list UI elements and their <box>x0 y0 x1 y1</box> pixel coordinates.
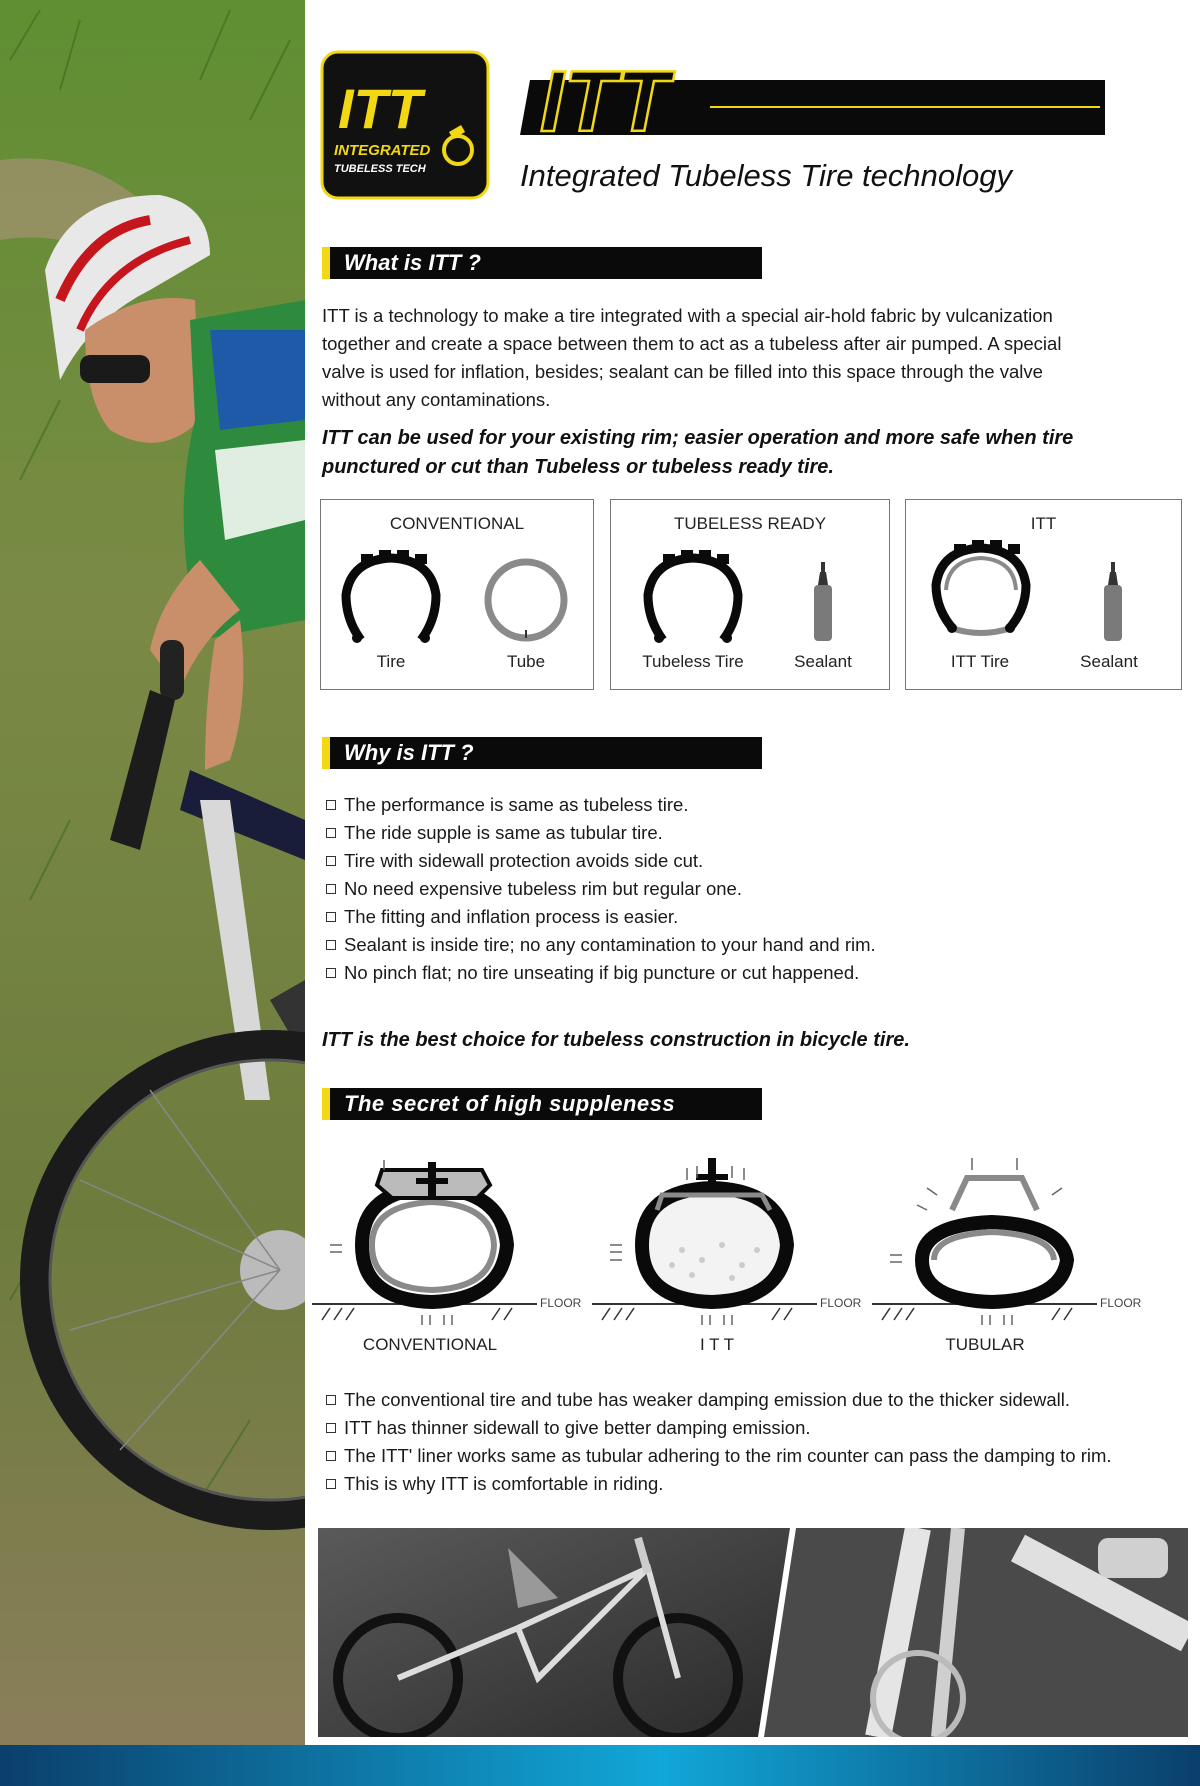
list-item: The ride supple is same as tubular tire. <box>326 819 876 847</box>
compare-tubeless-ready <box>610 499 890 690</box>
compare-itt <box>905 499 1182 690</box>
cyclist-photo <box>0 0 305 1745</box>
compare-title: ITT <box>1030 514 1057 533</box>
label-tubeless-tire: Tubeless Tire <box>642 652 744 671</box>
label-tire: Tire <box>376 652 406 671</box>
why-conclusion: ITT is the best choice for tubeless construction in bicycle tire. <box>322 1029 910 1051</box>
suppleness-diagram <box>312 1150 1192 1360</box>
what-line: without any contaminations. <box>322 389 551 410</box>
checkbox-icon <box>326 968 336 978</box>
why-heading <box>322 737 762 769</box>
checkbox-icon <box>326 1451 336 1461</box>
floor-label: FLOOR <box>820 1296 862 1310</box>
why-heading-text: Why is ITT ? <box>344 740 474 765</box>
floor-label: FLOOR <box>1100 1296 1142 1310</box>
list-item: The performance is same as tubeless tire. <box>326 791 876 819</box>
compare-title: CONVENTIONAL <box>389 514 525 533</box>
label-itt: I T T <box>699 1335 735 1354</box>
checkbox-icon <box>326 856 336 866</box>
checkbox-icon <box>326 1479 336 1489</box>
what-line: valve is used for inflation, besides; sealant can be filled into this space through the valve <box>322 361 1043 382</box>
list-item: No pinch flat; no tire unseating if big puncture or cut happened. <box>326 959 876 987</box>
checkbox-icon <box>326 940 336 950</box>
list-item: The conventional tire and tube has weaker damping emission due to the thicker sidewall. <box>326 1386 1112 1414</box>
label-conventional: CONVENTIONAL <box>362 1335 498 1354</box>
label-itt-tire: ITT Tire <box>950 652 1010 671</box>
emphasis-line: punctured or cut than Tubeless or tubeless ready tire. <box>322 456 834 478</box>
list-item: No need expensive tubeless rim but regular one. <box>326 875 876 903</box>
what-line: ITT is a technology to make a tire integrated with a special air-hold fabric by vulcanization <box>322 305 1053 326</box>
itt-logo <box>320 50 490 200</box>
checkbox-icon <box>326 828 336 838</box>
logo-line1: INTEGRATED <box>334 142 431 159</box>
checkbox-icon <box>326 800 336 810</box>
label-tube: Tube <box>506 652 546 671</box>
list-item: Tire with sidewall protection avoids side cut. <box>326 847 876 875</box>
title-banner <box>520 55 1105 140</box>
label-tubular: TUBULAR <box>945 1335 1025 1354</box>
what-heading-text: What is ITT ? <box>344 250 481 275</box>
list-item: ITT has thinner sidewall to give better damping emission. <box>326 1414 1112 1442</box>
list-item: The ITT' liner works same as tubular adhering to the rim counter can pass the damping to rim. <box>326 1442 1112 1470</box>
bike-photos <box>318 1528 1188 1737</box>
label-sealant: Sealant <box>794 652 852 671</box>
subtitle: Integrated Tubeless Tire technology <box>520 158 1012 193</box>
checkbox-icon <box>326 1423 336 1433</box>
what-body <box>322 302 1162 414</box>
list-item: Sealant is inside tire; no any contamination to your hand and rim. <box>326 931 876 959</box>
checkbox-icon <box>326 884 336 894</box>
logo-big-text: ITT <box>338 77 422 140</box>
compare-conventional <box>320 499 594 690</box>
what-emphasis <box>322 424 1182 482</box>
why-list <box>326 791 876 987</box>
main-title: ITT <box>540 55 669 140</box>
what-heading <box>322 247 762 279</box>
secret-list <box>326 1386 1112 1498</box>
what-line: together and create a space between them to act as a tubeless after air pumped. A special <box>322 333 1062 354</box>
list-item: The fitting and inflation process is easier. <box>326 903 876 931</box>
list-item: This is why ITT is comfortable in riding. <box>326 1470 1112 1498</box>
checkbox-icon <box>326 912 336 922</box>
emphasis-line: ITT can be used for your existing rim; easier operation and more safe when tire <box>322 427 1074 449</box>
logo-line2: TUBELESS TECH <box>334 163 426 175</box>
footer-bar <box>0 1745 1200 1786</box>
secret-heading-text: The secret of high suppleness <box>344 1091 676 1116</box>
checkbox-icon <box>326 1395 336 1405</box>
secret-heading <box>322 1088 762 1120</box>
floor-label: FLOOR <box>540 1296 582 1310</box>
label-sealant: Sealant <box>1080 652 1138 671</box>
compare-title: TUBELESS READY <box>673 514 827 533</box>
